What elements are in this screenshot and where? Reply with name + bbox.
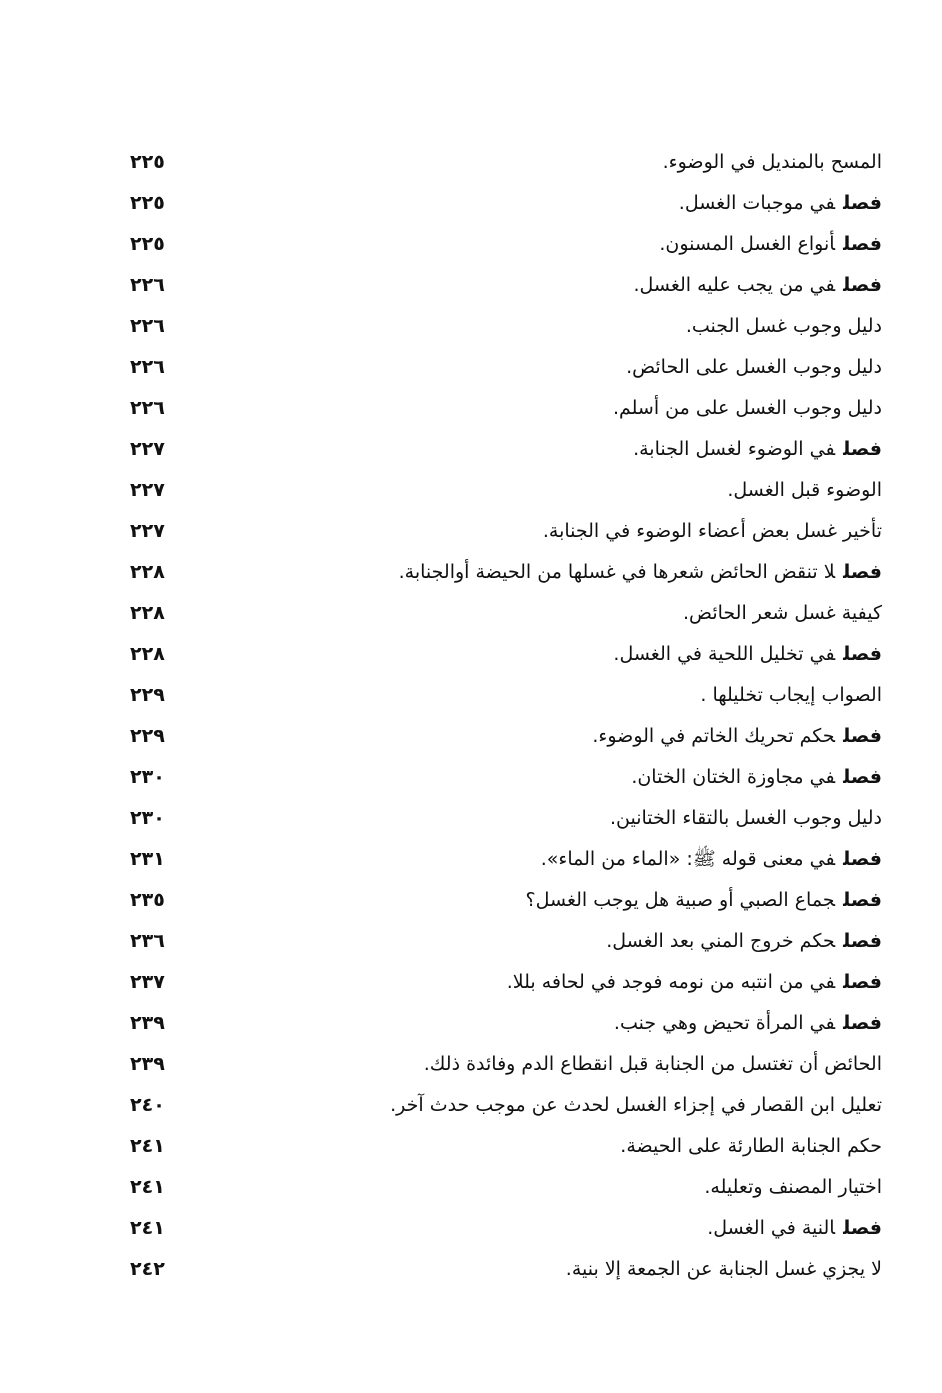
toc-row — [120, 1045, 882, 1086]
toc-entry-label: فصل — [843, 971, 882, 993]
toc-row — [120, 758, 882, 799]
toc-row — [120, 430, 882, 471]
toc-page-number: ٢٢٥ — [130, 233, 165, 255]
toc-row — [120, 512, 882, 553]
toc-page-number: ٢٣٩ — [130, 1012, 165, 1034]
toc-page-number: ٢٣٠ — [130, 766, 165, 788]
toc-entry-text: في معنى قوله ﷺ: «الماء من الماء». — [540, 848, 836, 870]
toc-entry — [614, 1010, 882, 1036]
toc-page-number: ٢٢٦ — [130, 315, 165, 337]
toc-entry — [631, 764, 882, 790]
toc-page-number: ٢٢٥ — [130, 151, 165, 173]
toc-row — [120, 635, 882, 676]
toc-entry — [727, 477, 882, 503]
toc-entry-text: في من انتبه من نومه فوجد في لحافه بللا. — [506, 971, 836, 993]
toc-entry-text: في موجبات الغسل. — [678, 192, 836, 214]
toc-page-number: ٢٢٨ — [130, 561, 165, 583]
toc-page-number: ٢٢٧ — [130, 520, 165, 542]
toc-entry — [613, 395, 882, 421]
toc-entry — [700, 682, 882, 708]
toc-page-number: ٢٣٠ — [130, 807, 165, 829]
toc-row — [120, 1086, 882, 1127]
toc-entry-label: فصل — [843, 561, 882, 583]
toc-entry-text: في من يجب عليه الغسل. — [633, 274, 836, 296]
table-of-contents — [120, 143, 882, 1291]
toc-page-number: ٢٢٦ — [130, 274, 165, 296]
toc-entry — [679, 190, 882, 216]
toc-entry-label: فصل — [843, 848, 882, 870]
toc-page-number: ٢٣٥ — [130, 889, 165, 911]
toc-page-number: ٢٤٢ — [130, 1258, 165, 1280]
toc-entry-text: أنواع الغسل المسنون. — [659, 233, 836, 255]
toc-entry — [707, 1215, 882, 1241]
toc-entry-label: فصل — [843, 438, 882, 460]
toc-row — [120, 840, 882, 881]
toc-entry-text: تعليل ابن القصار في إجزاء الغسل لحدث عن موجب حدث آخر. — [390, 1094, 882, 1116]
toc-page-number: ٢٣٦ — [130, 930, 165, 952]
toc-row — [120, 594, 882, 635]
toc-row — [120, 266, 882, 307]
toc-entry-text: في مجاوزة الختان الختان. — [631, 766, 836, 788]
toc-entry-text: حكم الجنابة الطارئة على الحيضة. — [620, 1135, 882, 1157]
toc-page-number: ٢٢٦ — [130, 356, 165, 378]
toc-page-number: ٢٢٦ — [130, 397, 165, 419]
toc-entry — [620, 1133, 882, 1159]
toc-entry-label: فصل — [843, 725, 882, 747]
toc-row — [120, 963, 882, 1004]
toc-page-number: ٢٣٧ — [130, 971, 165, 993]
toc-row — [120, 676, 882, 717]
toc-row — [120, 717, 882, 758]
toc-row — [120, 1250, 882, 1291]
toc-page-number: ٢٢٩ — [130, 725, 165, 747]
toc-page-number: ٢٣١ — [130, 848, 165, 870]
toc-entry — [633, 436, 882, 462]
toc-entry — [683, 600, 882, 626]
toc-entry-label: فصل — [843, 233, 882, 255]
toc-entry — [633, 272, 882, 298]
toc-row — [120, 225, 882, 266]
toc-page-number: ٢٤٠ — [130, 1094, 165, 1116]
toc-entry — [592, 723, 882, 749]
toc-entry — [399, 559, 882, 585]
toc-entry — [543, 518, 882, 544]
toc-entry-text: حكم تحريك الخاتم في الوضوء. — [592, 725, 836, 747]
toc-entry — [526, 887, 882, 913]
toc-row — [120, 143, 882, 184]
toc-row — [120, 922, 882, 963]
toc-entry — [566, 1256, 882, 1282]
toc-row — [120, 1127, 882, 1168]
toc-entry-text: في المرأة تحيض وهي جنب. — [613, 1012, 836, 1034]
toc-row — [120, 881, 882, 922]
toc-entry — [659, 231, 882, 257]
toc-entry-text: الصواب إيجاب تخليلها . — [700, 684, 882, 706]
toc-entry-text: دليل وجوب الغسل بالتقاء الختانين. — [609, 807, 882, 829]
toc-entry — [613, 641, 882, 667]
toc-entry-text: لا تنقض الحائض شعرها في غسلها من الحيضة أوالجنابة. — [398, 561, 836, 583]
toc-row — [120, 471, 882, 512]
toc-entry-text: دليل وجوب الغسل على من أسلم. — [612, 397, 882, 419]
toc-entry — [626, 354, 882, 380]
toc-entry-label: فصل — [843, 643, 882, 665]
toc-page-number: ٢٢٥ — [130, 192, 165, 214]
toc-entry-text: النية في الغسل. — [707, 1217, 836, 1239]
toc-page-number: ٢٤١ — [130, 1217, 165, 1239]
toc-entry-label: فصل — [843, 889, 882, 911]
toc-entry-text: جماع الصبي أو صبية هل يوجب الغسل؟ — [525, 889, 836, 911]
toc-entry-label: فصل — [843, 192, 882, 214]
toc-row — [120, 307, 882, 348]
toc-entry-text: الوضوء قبل الغسل. — [727, 479, 882, 501]
toc-entry-label: فصل — [843, 766, 882, 788]
toc-entry — [610, 805, 882, 831]
toc-entry — [507, 969, 882, 995]
toc-entry — [541, 846, 882, 872]
toc-entry-label: فصل — [843, 1217, 882, 1239]
toc-row — [120, 1209, 882, 1250]
toc-entry-text: اختيار المصنف وتعليله. — [704, 1176, 882, 1198]
toc-entry-text: في تخليل اللحية في الغسل. — [613, 643, 836, 665]
toc-row — [120, 1004, 882, 1045]
toc-entry-text: الحائض أن تغتسل من الجنابة قبل انقطاع الدم وفائدة ذلك. — [423, 1053, 882, 1075]
toc-entry-text: دليل وجوب غسل الجنب. — [685, 315, 882, 337]
toc-row — [120, 184, 882, 225]
toc-page-number: ٢٤١ — [130, 1135, 165, 1157]
toc-entry — [424, 1051, 882, 1077]
toc-entry-text: في الوضوء لغسل الجنابة. — [633, 438, 836, 460]
toc-row — [120, 389, 882, 430]
toc-row — [120, 348, 882, 389]
toc-row — [120, 553, 882, 594]
toc-entry-text: تأخير غسل بعض أعضاء الوضوء في الجنابة. — [542, 520, 882, 542]
toc-entry-label: فصل — [843, 274, 882, 296]
toc-row — [120, 1168, 882, 1209]
toc-page-number: ٢٢٨ — [130, 643, 165, 665]
toc-page-number: ٢٣٩ — [130, 1053, 165, 1075]
toc-entry — [704, 1174, 882, 1200]
toc-entry-text: دليل وجوب الغسل على الحائض. — [626, 356, 882, 378]
toc-entry-text: المسح بالمنديل في الوضوء. — [662, 151, 882, 173]
toc-entry-text: حكم خروج المني بعد الغسل. — [606, 930, 836, 952]
toc-page-number: ٢٢٩ — [130, 684, 165, 706]
toc-entry — [663, 149, 882, 175]
toc-page-number: ٢٤١ — [130, 1176, 165, 1198]
toc-entry-text: لا يجزي غسل الجنابة عن الجمعة إلا بنية. — [565, 1258, 882, 1280]
toc-entry — [606, 928, 882, 954]
toc-entry-label: فصل — [843, 1012, 882, 1034]
toc-page-number: ٢٢٨ — [130, 602, 165, 624]
toc-page-number: ٢٢٧ — [130, 479, 165, 501]
toc-row — [120, 799, 882, 840]
toc-entry-text: كيفية غسل شعر الحائض. — [683, 602, 882, 624]
toc-page-number: ٢٢٧ — [130, 438, 165, 460]
toc-entry — [686, 313, 882, 339]
toc-entry — [390, 1092, 882, 1118]
toc-entry-label: فصل — [843, 930, 882, 952]
